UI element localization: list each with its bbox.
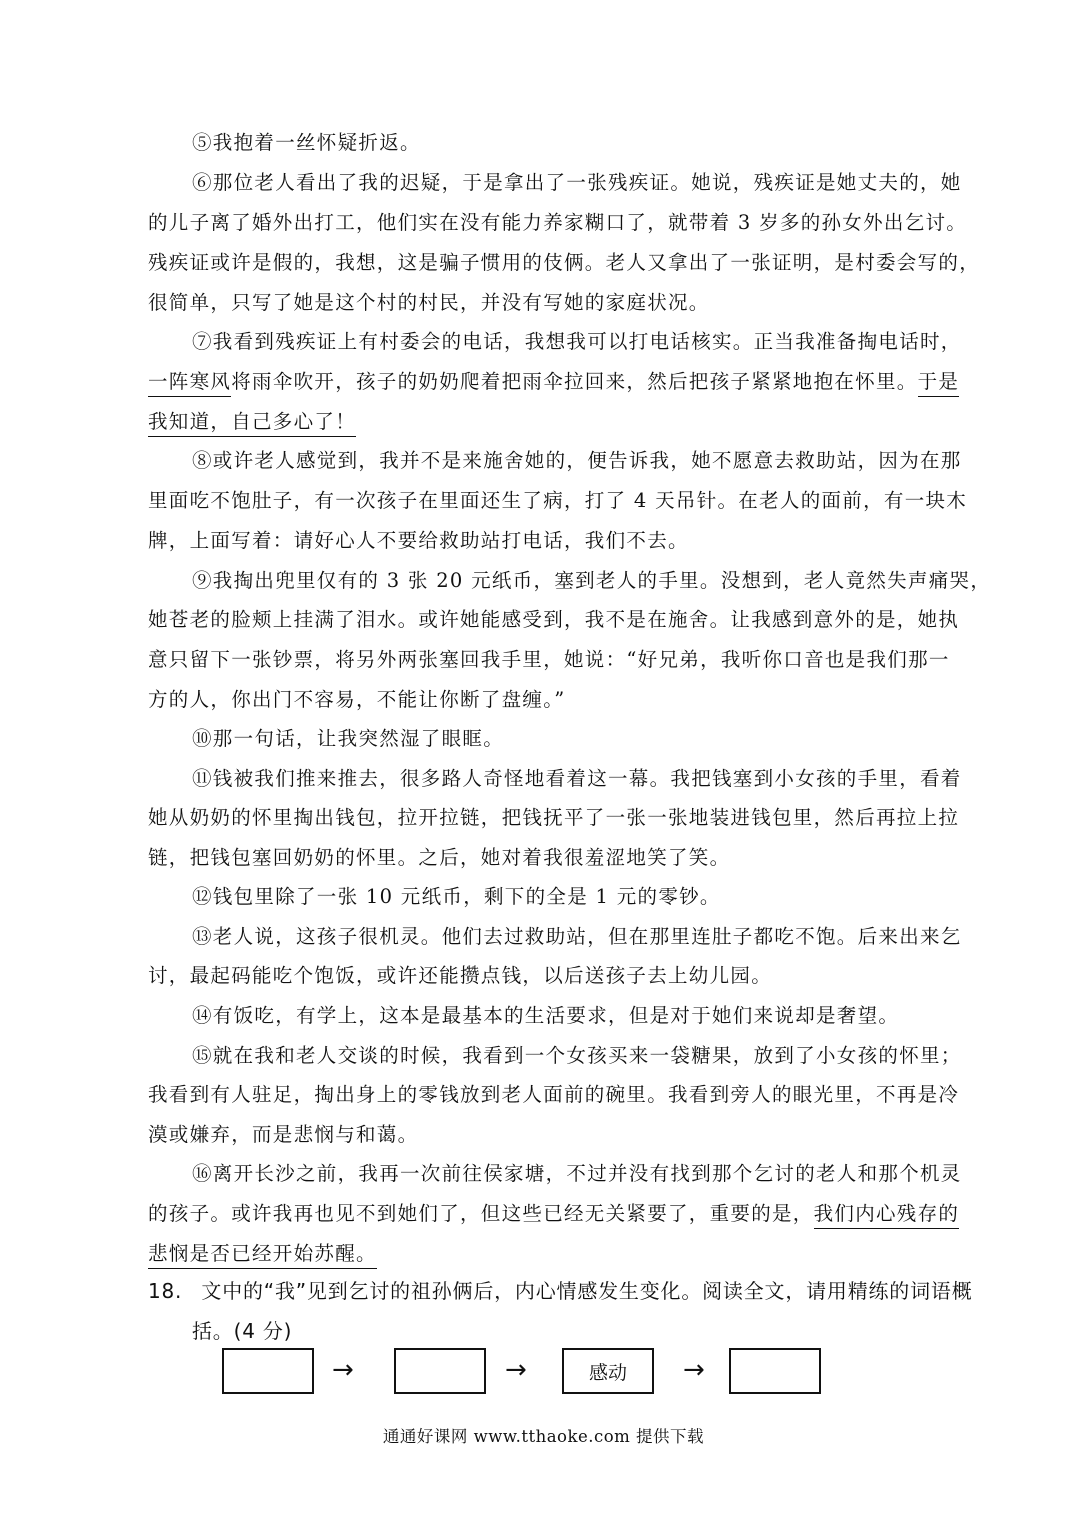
paragraph-15-line: 我看到有人驻足，掏出身上的零钱放到老人面前的碗里。我看到旁人的眼光里，不再是冷 [148, 1083, 960, 1106]
paragraph-7-line: ⑦我看到残疾证上有村委会的电话，我想我可以打电话核实。正当我准备掏电话时， [192, 330, 962, 353]
answer-box-2[interactable] [394, 1348, 486, 1394]
underlined-phrase: 于是 [918, 370, 960, 397]
paragraph-13-line: 讨，最起码能吃个饱饭，或许还能攒点钱，以后送孩子去上幼儿园。 [148, 964, 773, 987]
page-footer: 通通好课网 www.tthaoke.com 提供下载 [382, 1427, 705, 1446]
paragraph-13-line: ⑬老人说，这孩子很机灵。他们去过救助站，但在那里连肚子都吃不饱。后来出来乞 [192, 925, 962, 948]
answer-box-1[interactable] [222, 1348, 314, 1394]
paragraph-9-line: 她苍老的脸颊上挂满了泪水。或许她能感受到，我不是在施舍。让我感到意外的是，她执 [148, 608, 960, 631]
paragraph-14: ⑭有饭吃，有学上，这本是最基本的生活要求，但是对于她们来说却是奢望。 [192, 1004, 900, 1027]
paragraph-8-line: ⑧或许老人感觉到，我并不是来施舍她的，便告诉我，她不愿意去救助站，因为在那 [192, 449, 962, 472]
answer-box-3: 感动 [562, 1348, 654, 1394]
paragraph-10: ⑩那一句话，让我突然湿了眼眶。 [192, 727, 505, 750]
paragraph-11-line: 链，把钱包塞回奶奶的怀里。之后，她对着我很羞涩地笑了笑。 [148, 846, 731, 869]
paragraph-6-line: ⑥那位老人看出了我的迟疑，于是拿出了一张残疾证。她说，残疾证是她丈夫的，她 [192, 171, 962, 194]
paragraph-12: ⑫钱包里除了一张 10 元纸币，剩下的全是 1 元的零钞。 [192, 885, 721, 908]
paragraph-7-text: 将雨伞吹开，孩子的奶奶爬着把雨伞拉回来，然后把孩子紧紧地抱在怀里。 [231, 370, 918, 393]
question-18-line [148, 1271, 1003, 1311]
paragraph-7-line [148, 402, 998, 442]
paragraph-9-line: 意只留下一张钞票，将另外两张塞回我手里，她说：“好兄弟，我听你口音也是我们那一 [148, 648, 950, 671]
arrow-right-icon: → [505, 1355, 527, 1385]
paragraph-15-line: ⑮就在我和老人交谈的时候，我看到一个女孩买来一袋糖果，放到了小女孩的怀里； [192, 1044, 962, 1067]
paragraph-11-line: ⑪钱被我们推来推去，很多路人奇怪地看着这一幕。我把钱塞到小女孩的手里，看着 [192, 767, 962, 790]
question-18-line: 括。(4 分) [192, 1319, 293, 1343]
paragraph-15-line: 漠或嫌弃，而是悲悯与和蔼。 [148, 1123, 419, 1146]
paragraph-9-line: 方的人，你出门不容易，不能让你断了盘缠。” [148, 688, 566, 711]
underlined-phrase: 我们内心残存的 [814, 1202, 960, 1229]
underlined-phrase: 我知道，自己多心了！ [148, 410, 356, 437]
paragraph-6-line: 残疾证或许是假的，我想，这是骗子惯用的伎俩。老人又拿出了一张证明，是村委会写的， [148, 251, 981, 274]
answer-box-4[interactable] [729, 1348, 821, 1394]
paragraph-16-line [148, 1234, 998, 1274]
question-number: 18. [148, 1279, 183, 1303]
paragraph-11-line: 她从奶奶的怀里掏出钱包，拉开拉链，把钱抚平了一张一张地装进钱包里，然后再拉上拉 [148, 806, 960, 829]
paragraph-16-line [148, 1194, 998, 1234]
paragraph-5: ⑤我抱着一丝怀疑折返。 [192, 131, 421, 154]
paragraph-16-line: ⑯离开长沙之前，我再一次前往侯家塘，不过并没有找到那个乞讨的老人和那个机灵 [192, 1162, 962, 1185]
paragraph-7-line [148, 362, 998, 402]
question-text: 文中的“我”见到乞讨的祖孙俩后，内心情感发生变化。阅读全文，请用精练的词语概 [201, 1279, 973, 1303]
paragraph-9-line: ⑨我掏出兜里仅有的 3 张 20 元纸币，塞到老人的手里。没想到，老人竟然失声痛哭， [192, 569, 992, 592]
arrow-right-icon: → [332, 1355, 354, 1385]
paragraph-6-line: 的儿子离了婚外出打工，他们实在没有能力养家糊口了，就带着 3 岁多的孙女外出乞讨。 [148, 211, 968, 234]
underlined-phrase: 悲悯是否已经开始苏醒。 [148, 1242, 377, 1269]
paragraph-6-line: 很简单，只写了她是这个村的村民，并没有写她的家庭状况。 [148, 291, 710, 314]
underlined-phrase: 一阵寒风 [148, 370, 231, 397]
paragraph-8-line: 里面吃不饱肚子，有一次孩子在里面还生了病，打了 4 天吊针。在老人的面前，有一块木 [148, 489, 968, 512]
arrow-right-icon: → [683, 1355, 705, 1385]
paragraph-8-line: 牌，上面写着：请好心人不要给救助站打电话，我们不去。 [148, 529, 689, 552]
paragraph-16-text: 的孩子。或许我再也见不到她们了，但这些已经无关紧要了，重要的是， [148, 1202, 814, 1225]
